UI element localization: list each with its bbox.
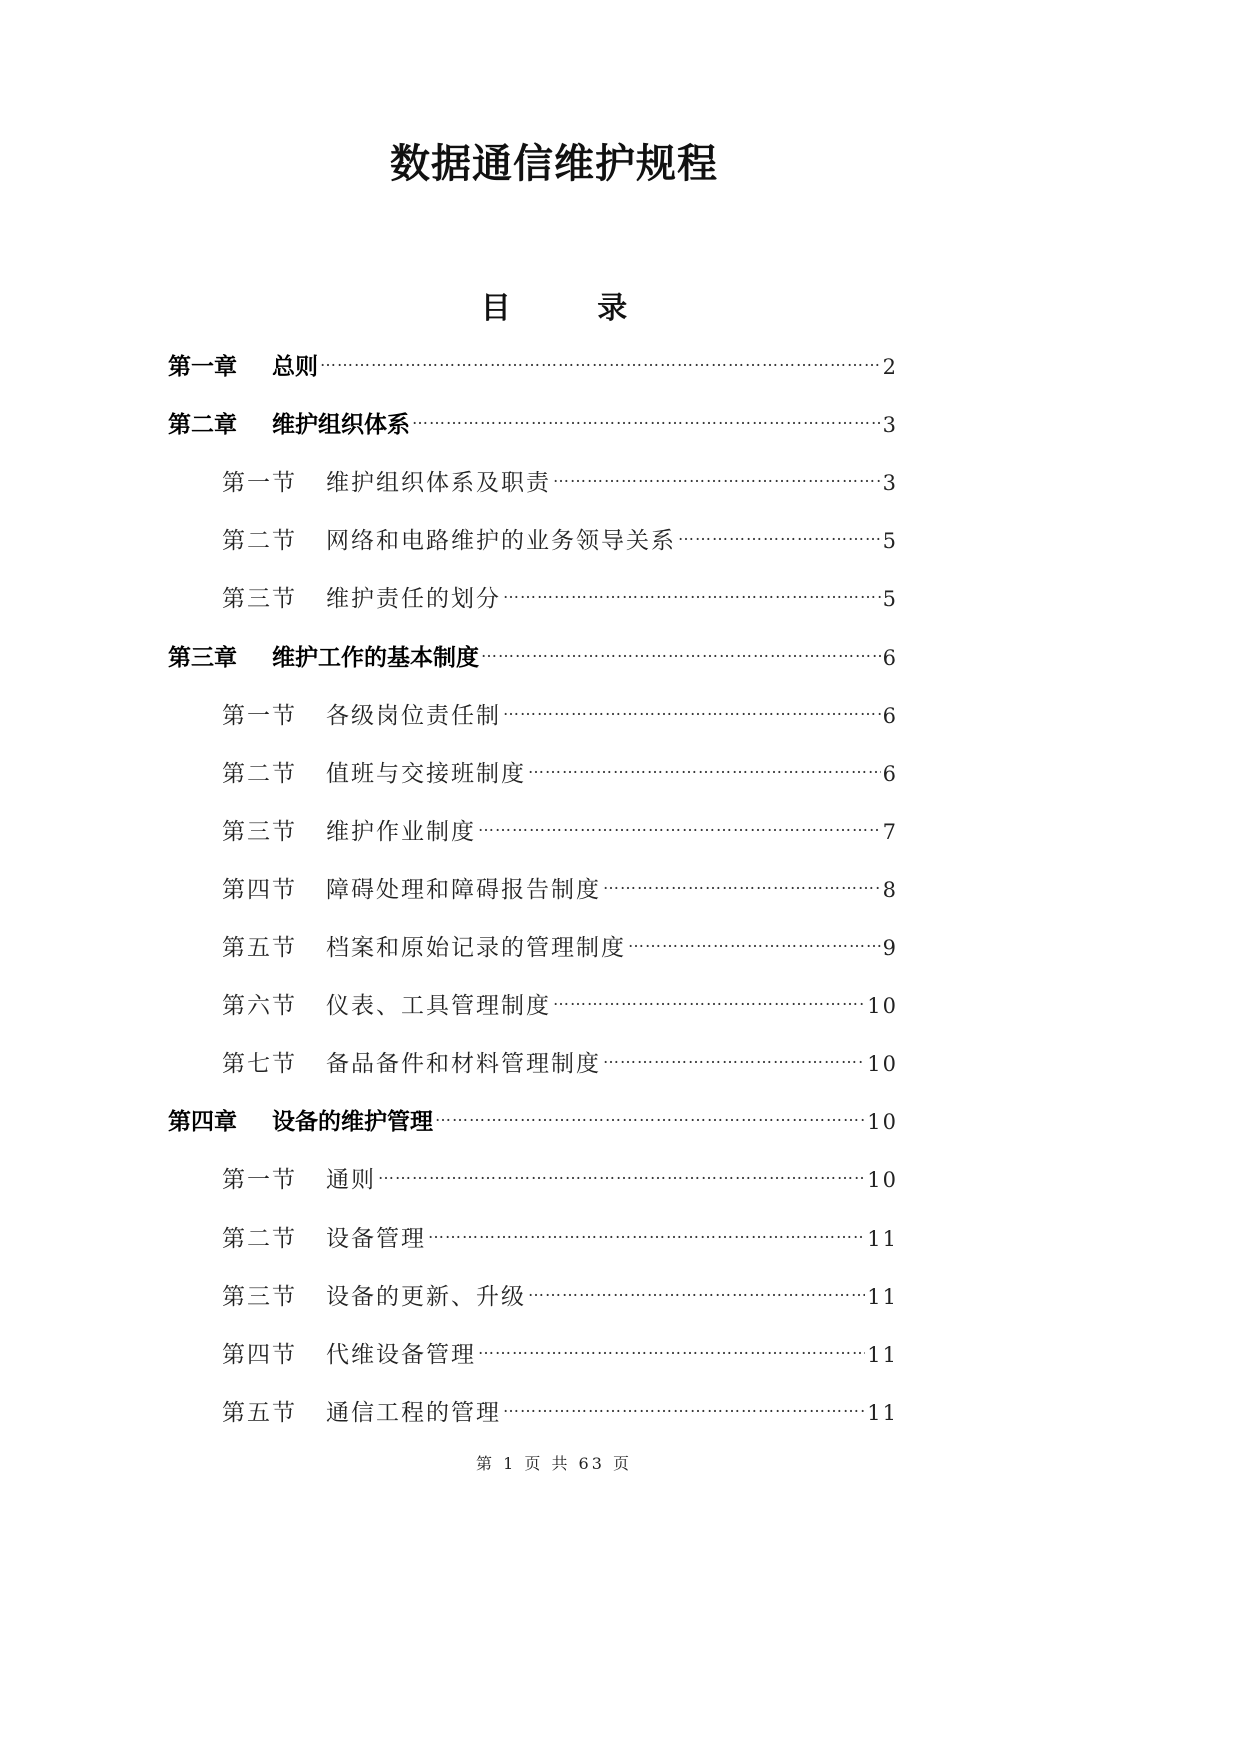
- toc-entry-title: 仪表、工具管理制度: [326, 993, 551, 1019]
- toc-section-entry[interactable]: [222, 1384, 898, 1430]
- toc-page-number: 6: [882, 704, 898, 728]
- toc-entry-title: 维护责任的划分: [326, 586, 501, 612]
- document-title: 数据通信维护规程: [390, 141, 718, 187]
- page-footer: 第 1 页 共 63 页: [476, 1454, 632, 1473]
- toc-dot-leader: [603, 873, 881, 907]
- toc-entry-number: 第三章: [168, 645, 237, 671]
- toc-dot-leader: [378, 1163, 865, 1197]
- toc-chapter-entry[interactable]: [168, 629, 898, 675]
- toc-chapter-entry[interactable]: [168, 1093, 898, 1139]
- toc-entry-number: 第四节: [222, 877, 297, 903]
- toc-chapter-entry[interactable]: [168, 338, 898, 384]
- toc-section-entry[interactable]: [222, 1035, 898, 1081]
- toc-page-number: 5: [882, 529, 898, 553]
- toc-entry-number: 第二节: [222, 761, 297, 787]
- toc-page-number: 3: [882, 413, 898, 437]
- toc-page-number: 6: [882, 646, 898, 670]
- toc-chapter-entry[interactable]: [168, 396, 898, 442]
- toc-heading: 目 录: [480, 291, 666, 326]
- toc-section-entry[interactable]: [222, 570, 898, 616]
- toc-entry-title: 通则: [326, 1167, 376, 1193]
- toc-page-number: 11: [867, 1401, 898, 1425]
- toc-dot-leader: [481, 641, 881, 675]
- toc-entry-number: 第三节: [222, 1284, 297, 1310]
- toc-entry-number: 第四节: [222, 1342, 297, 1368]
- toc-dot-leader: [435, 1105, 865, 1139]
- toc-dot-leader: [628, 931, 881, 965]
- toc-entry-title: 各级岗位责任制: [326, 703, 501, 729]
- toc-entry-title: 障碍处理和障碍报告制度: [326, 877, 601, 903]
- toc-section-entry[interactable]: [222, 454, 898, 500]
- toc-dot-leader: [503, 582, 881, 616]
- toc-entry-title: 总则: [272, 354, 318, 380]
- toc-entry-number: 第六节: [222, 993, 297, 1019]
- toc-entry-number: 第二章: [168, 412, 237, 438]
- toc-entry-title: 代维设备管理: [326, 1342, 476, 1368]
- toc-entry-number: 第三节: [222, 586, 297, 612]
- toc-dot-leader: [478, 1338, 865, 1372]
- toc-entry-title: 维护作业制度: [326, 819, 476, 845]
- toc-dot-leader: [603, 1047, 865, 1081]
- toc-page-number: 10: [867, 1052, 898, 1076]
- toc-section-entry[interactable]: [222, 687, 898, 733]
- toc-page-number: 9: [882, 936, 898, 960]
- toc-dot-leader: [503, 699, 881, 733]
- toc-page-number: 7: [882, 820, 898, 844]
- toc-section-entry[interactable]: [222, 803, 898, 849]
- toc-section-entry[interactable]: [222, 1210, 898, 1256]
- toc-section-entry[interactable]: [222, 1326, 898, 1372]
- toc-entry-title: 网络和电路维护的业务领导关系: [326, 528, 676, 554]
- toc-dot-leader: [412, 408, 881, 442]
- toc-entry-title: 维护组织体系及职责: [326, 470, 551, 496]
- toc-entry-number: 第一节: [222, 703, 297, 729]
- toc-section-entry[interactable]: [222, 977, 898, 1023]
- toc-page-number: 10: [867, 1110, 898, 1134]
- toc-entry-number: 第一章: [168, 354, 237, 380]
- toc-entry-title: 维护工作的基本制度: [272, 645, 479, 671]
- toc-section-entry[interactable]: [222, 1268, 898, 1314]
- toc-entry-number: 第四章: [168, 1109, 237, 1135]
- toc-entry-number: 第七节: [222, 1051, 297, 1077]
- toc-entry-title: 档案和原始记录的管理制度: [326, 935, 626, 961]
- toc-section-entry[interactable]: [222, 919, 898, 965]
- toc-section-entry[interactable]: [222, 745, 898, 791]
- toc-dot-leader: [320, 350, 881, 384]
- toc-dot-leader: [503, 1396, 865, 1430]
- toc-page-number: 11: [867, 1227, 898, 1251]
- toc-page-number: 5: [882, 587, 898, 611]
- toc-dot-leader: [428, 1222, 865, 1256]
- toc-page-number: 6: [882, 762, 898, 786]
- toc-entry-title: 设备管理: [326, 1226, 426, 1252]
- toc-page-number: 10: [867, 994, 898, 1018]
- toc-entry-title: 值班与交接班制度: [326, 761, 526, 787]
- toc-entry-number: 第五节: [222, 935, 297, 961]
- toc-section-entry[interactable]: [222, 1151, 898, 1197]
- toc-entry-title: 备品备件和材料管理制度: [326, 1051, 601, 1077]
- toc-entry-title: 通信工程的管理: [326, 1400, 501, 1426]
- toc-page-number: 2: [882, 355, 898, 379]
- toc-dot-leader: [553, 466, 881, 500]
- toc-section-entry[interactable]: [222, 861, 898, 907]
- toc-dot-leader: [678, 524, 881, 558]
- toc-page-number: 10: [867, 1168, 898, 1192]
- toc-entry-number: 第二节: [222, 528, 297, 554]
- toc-entry-title: 设备的维护管理: [272, 1109, 433, 1135]
- toc-entry-number: 第二节: [222, 1226, 297, 1252]
- toc-page-number: 8: [882, 878, 898, 902]
- toc-dot-leader: [553, 989, 865, 1023]
- toc-dot-leader: [528, 757, 881, 791]
- toc-dot-leader: [478, 815, 881, 849]
- toc-entry-number: 第三节: [222, 819, 297, 845]
- toc-entry-title: 设备的更新、升级: [326, 1284, 526, 1310]
- toc-section-entry[interactable]: [222, 512, 898, 558]
- toc-page-number: 3: [882, 471, 898, 495]
- toc-page-number: 11: [867, 1343, 898, 1367]
- toc-entry-title: 维护组织体系: [272, 412, 410, 438]
- toc-entry-number: 第一节: [222, 1167, 297, 1193]
- toc-entry-number: 第一节: [222, 470, 297, 496]
- toc-dot-leader: [528, 1280, 865, 1314]
- toc-entry-number: 第五节: [222, 1400, 297, 1426]
- toc-page-number: 11: [867, 1285, 898, 1309]
